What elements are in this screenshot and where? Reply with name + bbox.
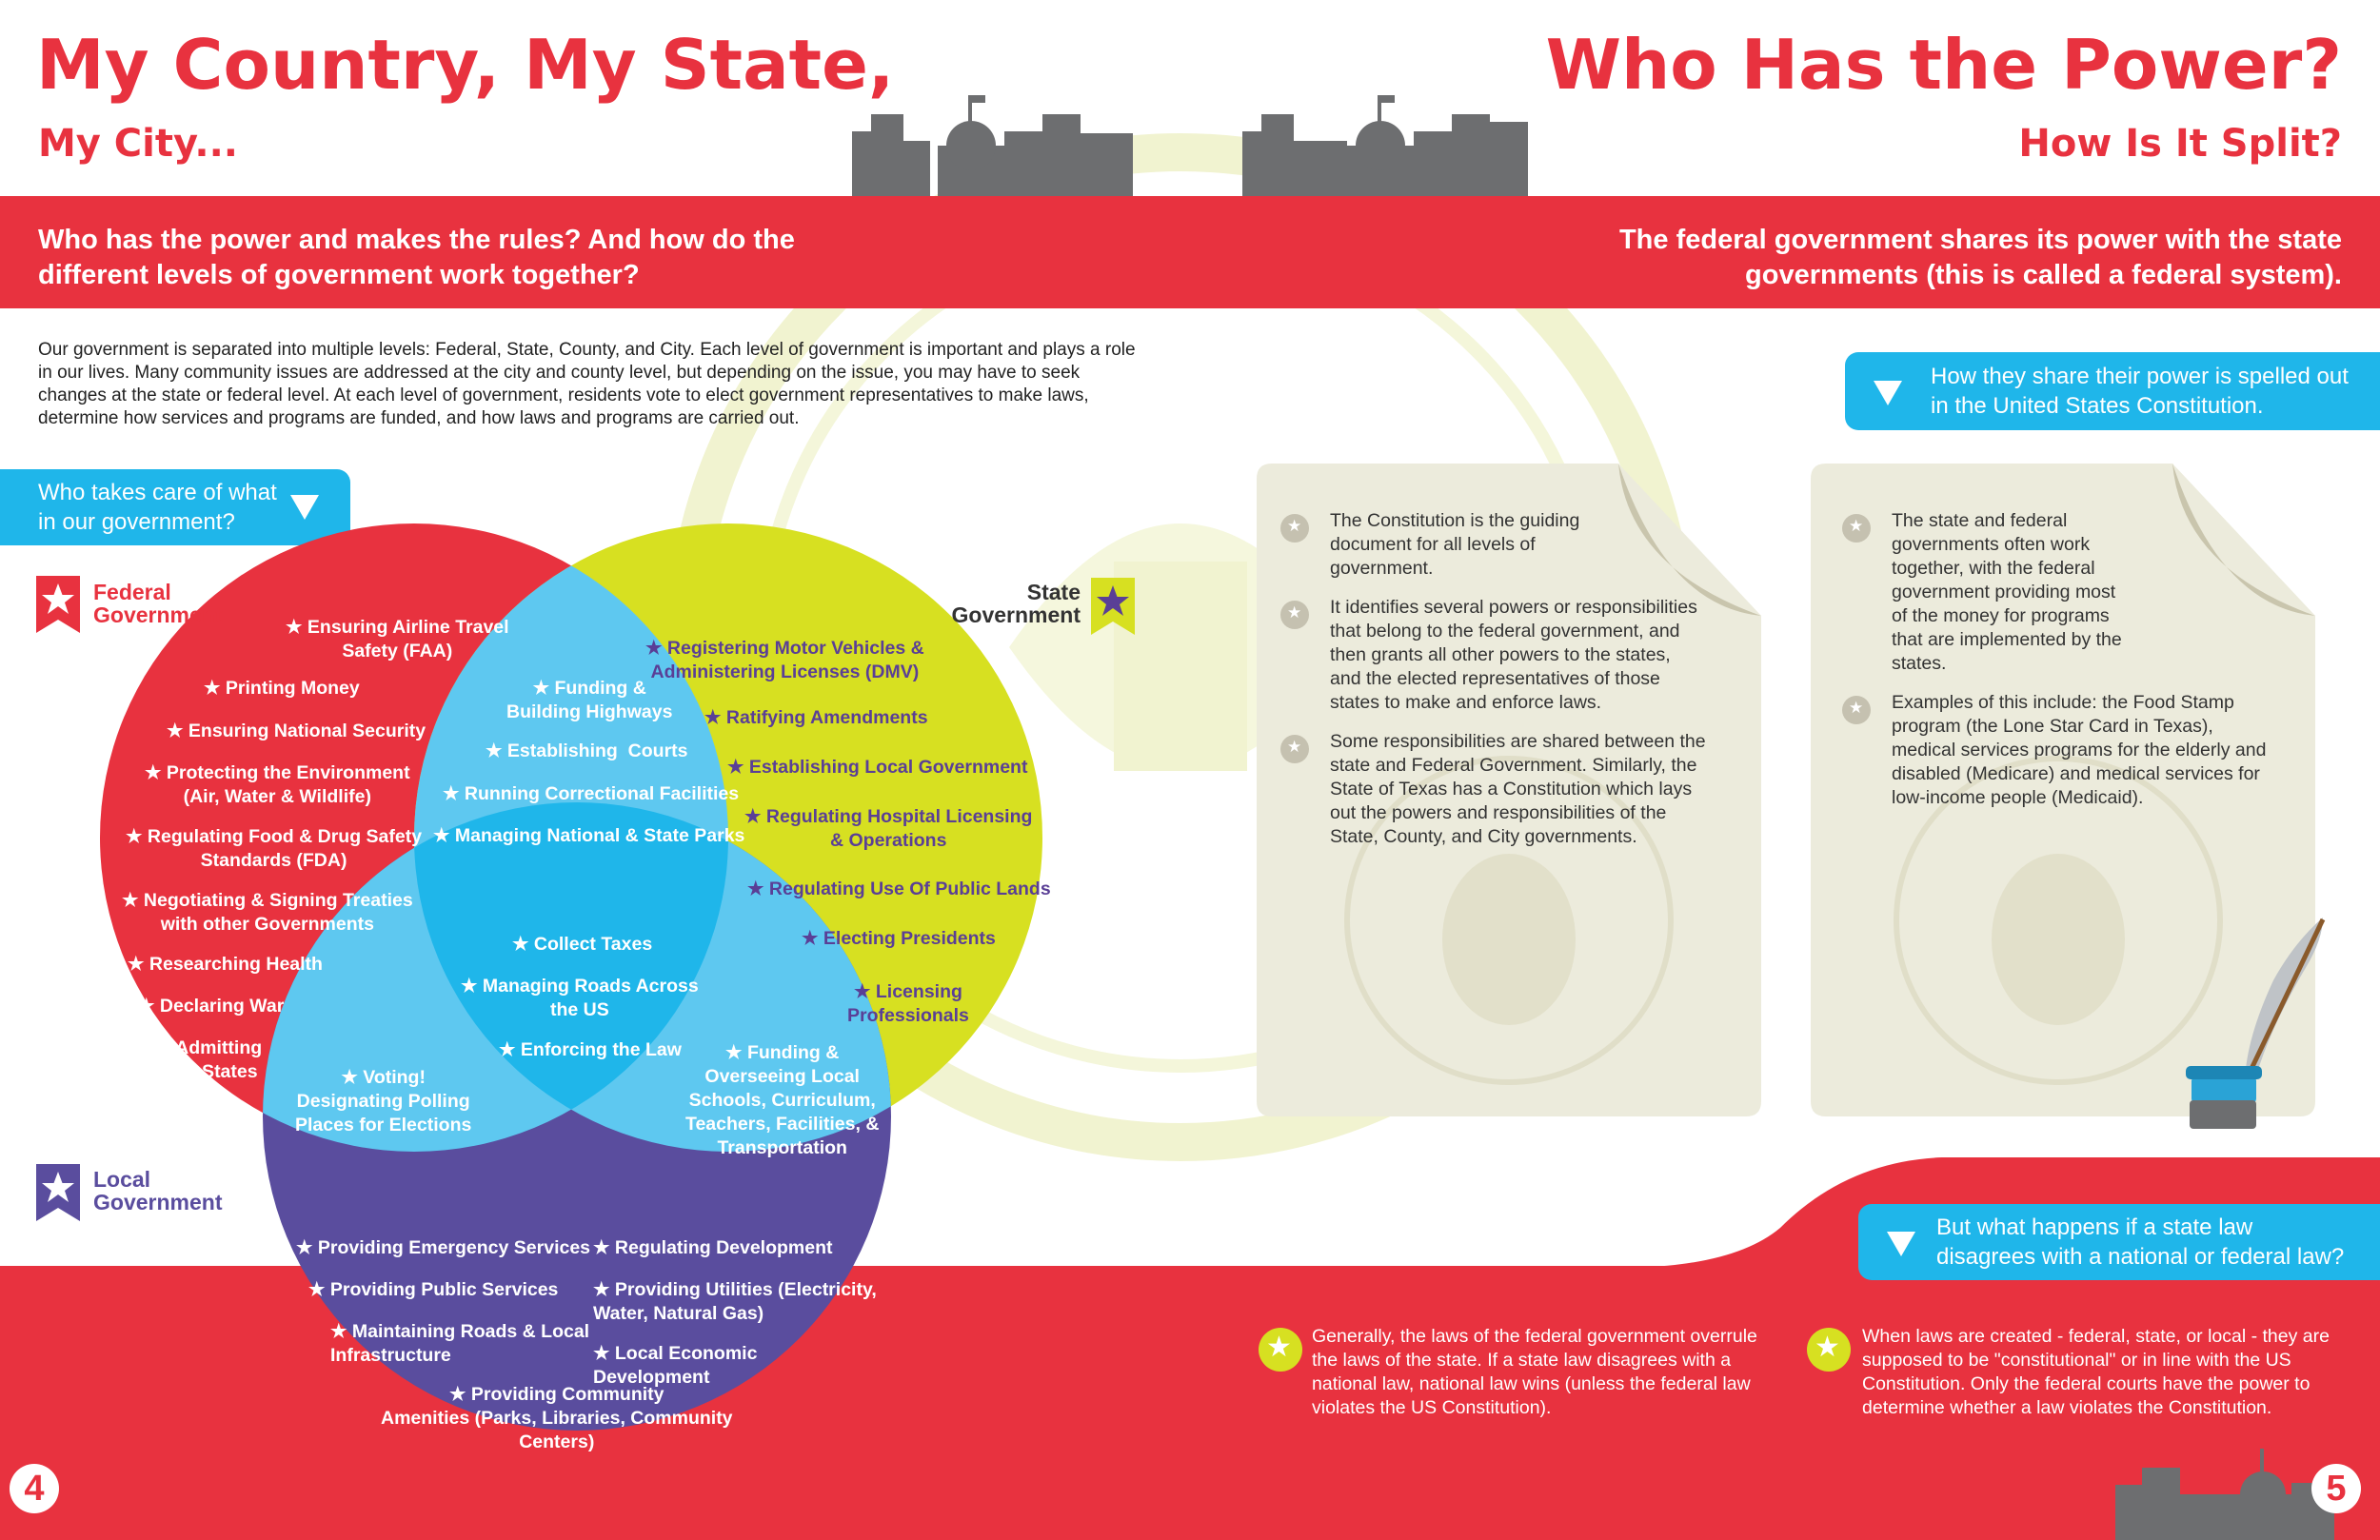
intro-paragraph: Our government is separated into multiple levels: Federal, State, County, and City. Each level of government is important and plays a role in our lives. Many community issues are addressed at the city and county level, but depending on the issue, you may have to seek changes at the state or federal level. At each level of government, residents vote to elect government representatives to make laws, determine how services and programs are funded, and how laws and programs are carried out. <box>38 340 1136 428</box>
star-bullet-icon: ★ <box>1280 514 1309 543</box>
federal-item: ★ Printing Money <box>204 678 360 699</box>
bottom-left-text: Generally, the laws of the federal government overrule the laws of the state. If a state law disagrees with a national law, national law wins (unless the federal law violates the US Constitution). <box>1312 1326 1757 1418</box>
star-bullet-icon: ★ <box>1842 514 1871 543</box>
left-subtitle: My City... <box>38 122 238 166</box>
callout-how-text: How they share their power is spelled out in the United States Constitution. <box>1931 364 2349 419</box>
band-left-text: Who has the power and makes the rules? And how do the different levels of government work together? <box>38 225 795 290</box>
state-item: ★ Regulating Use Of Public Lands <box>747 879 1051 899</box>
paper1-content <box>1280 509 1709 849</box>
band-right-text: The federal government shares its power with the state governments (this is called a federal system). <box>1618 225 2342 290</box>
center-item: ★ Enforcing the Law <box>499 1039 682 1060</box>
local-item: ★ Providing Community Amenities (Parks, Libraries, Community Centers) <box>381 1384 733 1452</box>
page-number-right-text: 5 <box>2326 1469 2347 1509</box>
federal-item: ★ Regulating Food & Drug Safety Standards (FDA) <box>126 826 423 871</box>
local-label: Local Government <box>93 1167 223 1214</box>
local-item: ★ Providing Utilities (Electricity, Water, Natural Gas) <box>593 1279 877 1324</box>
skyline-bottom-icon <box>2115 1447 2334 1540</box>
state-item: ★ Regulating Hospital Licensing & Operations <box>744 806 1033 851</box>
local-item: ★ Providing Public Services <box>308 1279 559 1300</box>
federal-item: ★ Negotiating & Signing Treaties with other Governments <box>122 890 413 935</box>
state-item: ★ Licensing Professionals <box>847 981 969 1026</box>
page-number-left-text: 4 <box>24 1469 45 1509</box>
federal-item: ★ Declaring War <box>138 996 285 1017</box>
page-number-right <box>2311 1464 2361 1513</box>
local-item: ★ Maintaining Roads & Local Infrastructure <box>330 1321 590 1366</box>
center-item: ★ Managing Roads Across the US <box>461 976 699 1020</box>
callout-disagree-text: But what happens if a state law disagrees with a national or federal law? <box>1936 1214 2345 1270</box>
page-number-left <box>10 1464 59 1513</box>
yellow-star-icon: ★ <box>1807 1328 1851 1372</box>
fed-local-item: ★ Voting! Designating Polling Places for Elections <box>295 1067 472 1135</box>
fed-state-item: ★ Running Correctional Facilities <box>443 783 740 804</box>
right-subtitle: How Is It Split? <box>2018 122 2342 166</box>
local-star-icon <box>36 1164 80 1221</box>
bottom-right-text: When laws are created - federal, state, or local - they are supposed to be "constitutional" or in line with the US Constitution. Only the federal courts have the power to determine whether a law violates the Constitution. <box>1862 1326 2330 1418</box>
state-item: ★ Ratifying Amendments <box>704 707 928 728</box>
paper1-para: The Constitution is the guiding document for all levels of government. <box>1330 510 1580 579</box>
state-item: ★ Electing Presidents <box>802 928 996 949</box>
callout-disagree <box>1858 1204 2380 1280</box>
federal-item: ★ Ensuring National Security <box>167 721 426 741</box>
star-bullet-icon: ★ <box>1842 696 1871 724</box>
star-bullet-icon: ★ <box>1280 601 1309 629</box>
state-item: ★ Establishing Local Government <box>727 757 1028 778</box>
federal-item: ★ Protecting the Environment (Air, Water & Wildlife) <box>145 762 410 807</box>
callout-who-text: Who takes care of what in our government? <box>38 480 277 535</box>
fed-state-item: ★ Establishing Courts <box>486 740 688 761</box>
fed-state-item: ★ Managing National & State Parks <box>433 825 745 846</box>
paper2-para: Examples of this include: the Food Stamp program (the Lone Star Card in Texas), medical services programs for the elderly and disabled (Medicare) and medical services for low-income people (Medicaid). <box>1892 692 2267 808</box>
local-item: ★ Regulating Development <box>593 1237 833 1258</box>
state-label: State Government <box>951 580 1081 627</box>
paper2-content <box>1842 509 2271 810</box>
chevron-down-icon <box>1887 1232 1915 1256</box>
state-item: ★ Registering Motor Vehicles & Administering Licenses (DMV) <box>645 638 924 682</box>
right-title: Who Has the Power? <box>1545 25 2342 105</box>
paper2-para: The state and federal governments often work together, with the federal government providing most of the money for programs that are implemented by the states. <box>1892 510 2122 674</box>
quill-inkwell-icon <box>2180 914 2332 1137</box>
federal-item: ★ Researching Health <box>128 954 323 975</box>
paper1-para: Some responsibilities are shared between the state and Federal Government. Similarly, the State of Texas has a Constitution which lays out the powers and responsibilities of the State, County, and City governments. <box>1330 731 1706 847</box>
state-local-item: ★ Funding & Overseeing Local Schools, Curriculum, Teachers, Facilities, & Transportation <box>685 1042 880 1158</box>
yellow-star-icon: ★ <box>1259 1328 1302 1372</box>
federal-item: ★ Ensuring Airline Travel Safety (FAA) <box>286 617 509 661</box>
center-item: ★ Collect Taxes <box>512 934 653 955</box>
local-item: ★ Local Economic Development <box>593 1343 758 1388</box>
fed-state-item: ★ Funding & Building Highways <box>506 678 673 722</box>
left-title: My Country, My State, <box>36 25 895 105</box>
federal-label: Federal Government <box>93 580 223 627</box>
local-item: ★ Providing Emergency Services <box>296 1237 591 1258</box>
star-bullet-icon: ★ <box>1280 735 1309 763</box>
federal-item: ★ Admitting New States <box>154 1037 263 1082</box>
paper1-para: It identifies several powers or responsibilities that belong to the federal government, and then grants all other powers to the states, and the elected representatives of those states to make and enforce laws. <box>1330 597 1697 713</box>
